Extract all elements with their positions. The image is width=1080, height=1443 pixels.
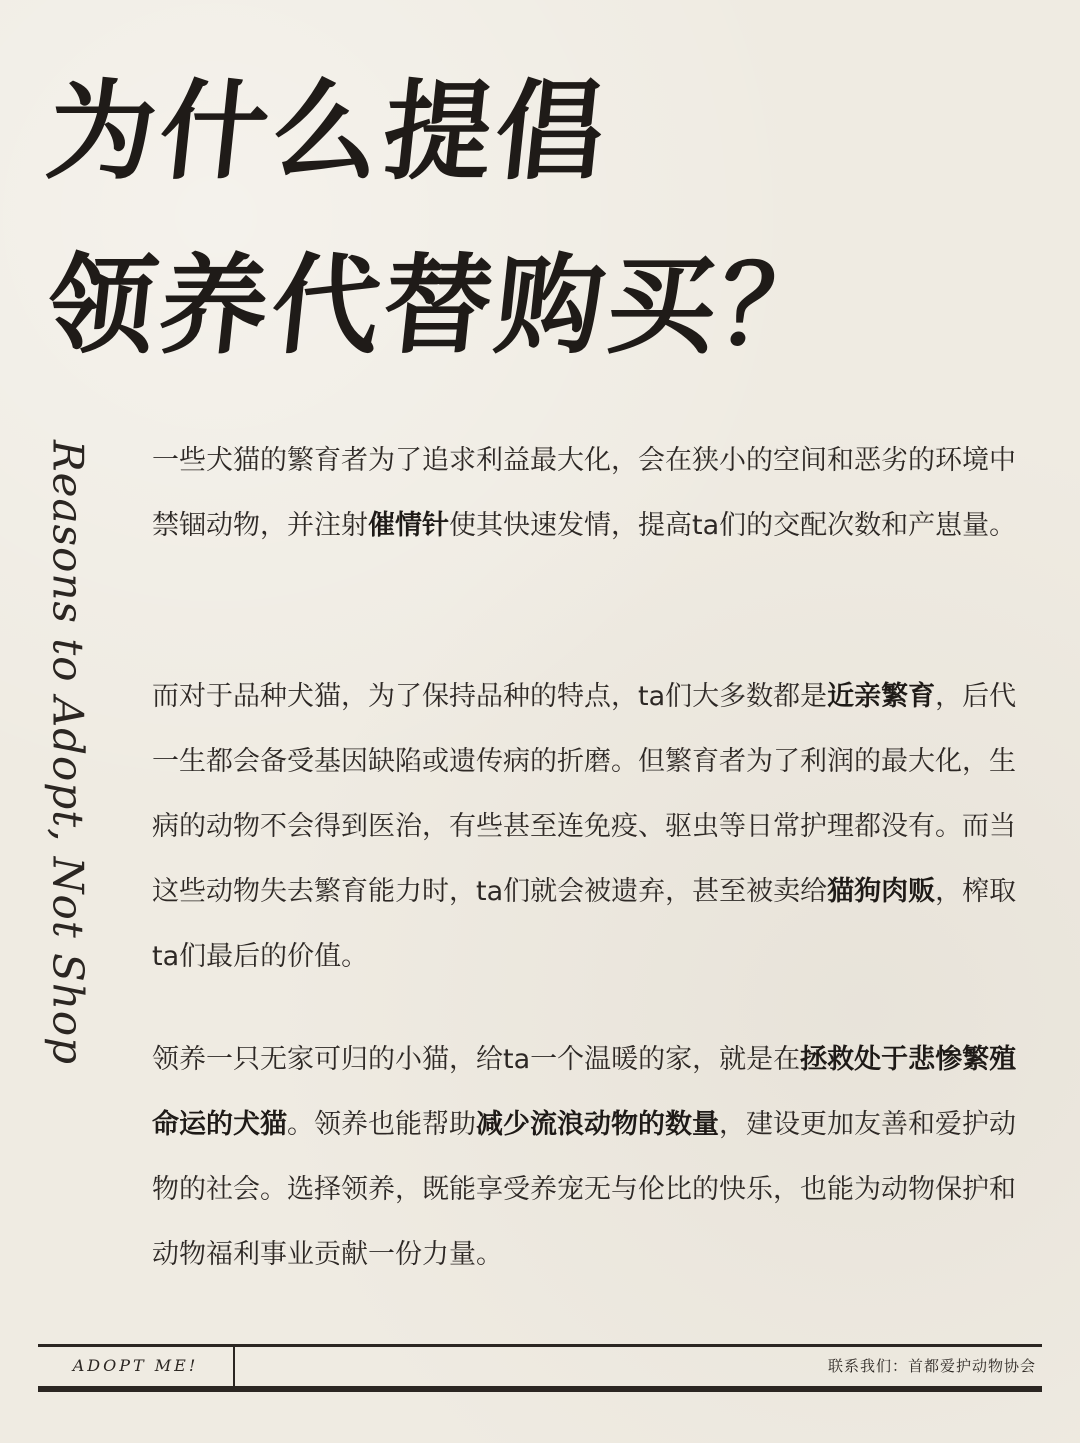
footer-contact-text: 联系我们：首都爱护动物协会 [827,1357,1036,1375]
paragraph-3-text: 领养一只无家可归的小猫，给ta一个温暖的家，就是在 [152,1044,801,1075]
paragraph-3-emphasis: 拯救处于悲惨繁殖命运的犬猫 [152,1044,1017,1140]
paragraph-1-text: 使其快速发情，提高ta们的交配次数和产崽量。 [449,510,1017,541]
paragraph-3-text: ，建设更加友善和爱护动物的社会。选择领养，既能享受养宠无与伦比的快乐，也能为动物保护和动物福利事业贡献一份力量。 [152,1109,1016,1270]
paragraph-3-emphasis: 减少流浪动物的数量 [476,1109,719,1140]
vertical-subtitle [28,440,108,1066]
paragraph-3 [152,1027,1032,1287]
paragraph-1-text: 一些犬猫的繁育者为了追求利益最大化，会在狭小的空间和恶劣的环境中禁锢动物，并注射 [152,445,1016,541]
paragraph-2-emphasis: 近亲繁育 [827,681,936,712]
paragraph-3-text: 。领养也能帮助 [287,1109,476,1140]
vertical-subtitle-text: Reasons to Adopt, Not Shop [43,440,93,1066]
headline-line-2: 领养代替购买？ [41,243,839,369]
paragraph-2-text: ，后代一生都会备受基因缺陷或遗传病的折磨。但繁育者为了利润的最大化，生病的动物不会得到医治，有些甚至连免疫、驱虫等日常护理都没有。而当这些动物失去繁育能力时，ta们就会被遗弃，甚至被卖给 [152,681,1017,907]
footer-adopt-me-label: ADOPT ME! [72,1356,199,1375]
footer-divider-bottom [38,1386,1042,1392]
footer-divider-top [38,1344,1042,1347]
paragraph-2-emphasis: 猫狗肉贩 [827,876,936,907]
paragraph-2-text: 而对于品种犬猫，为了保持品种的特点，ta们大多数都是 [152,681,828,712]
paragraph-2 [152,664,1032,989]
footer-divider-vertical [233,1347,235,1386]
paragraph-2-text: ，榨取ta们最后的价值。 [152,876,1017,972]
headline-line-1: 为什么提倡 [41,69,615,195]
paragraph-1-emphasis: 催情针 [368,510,449,541]
paragraph-1 [152,428,1032,558]
